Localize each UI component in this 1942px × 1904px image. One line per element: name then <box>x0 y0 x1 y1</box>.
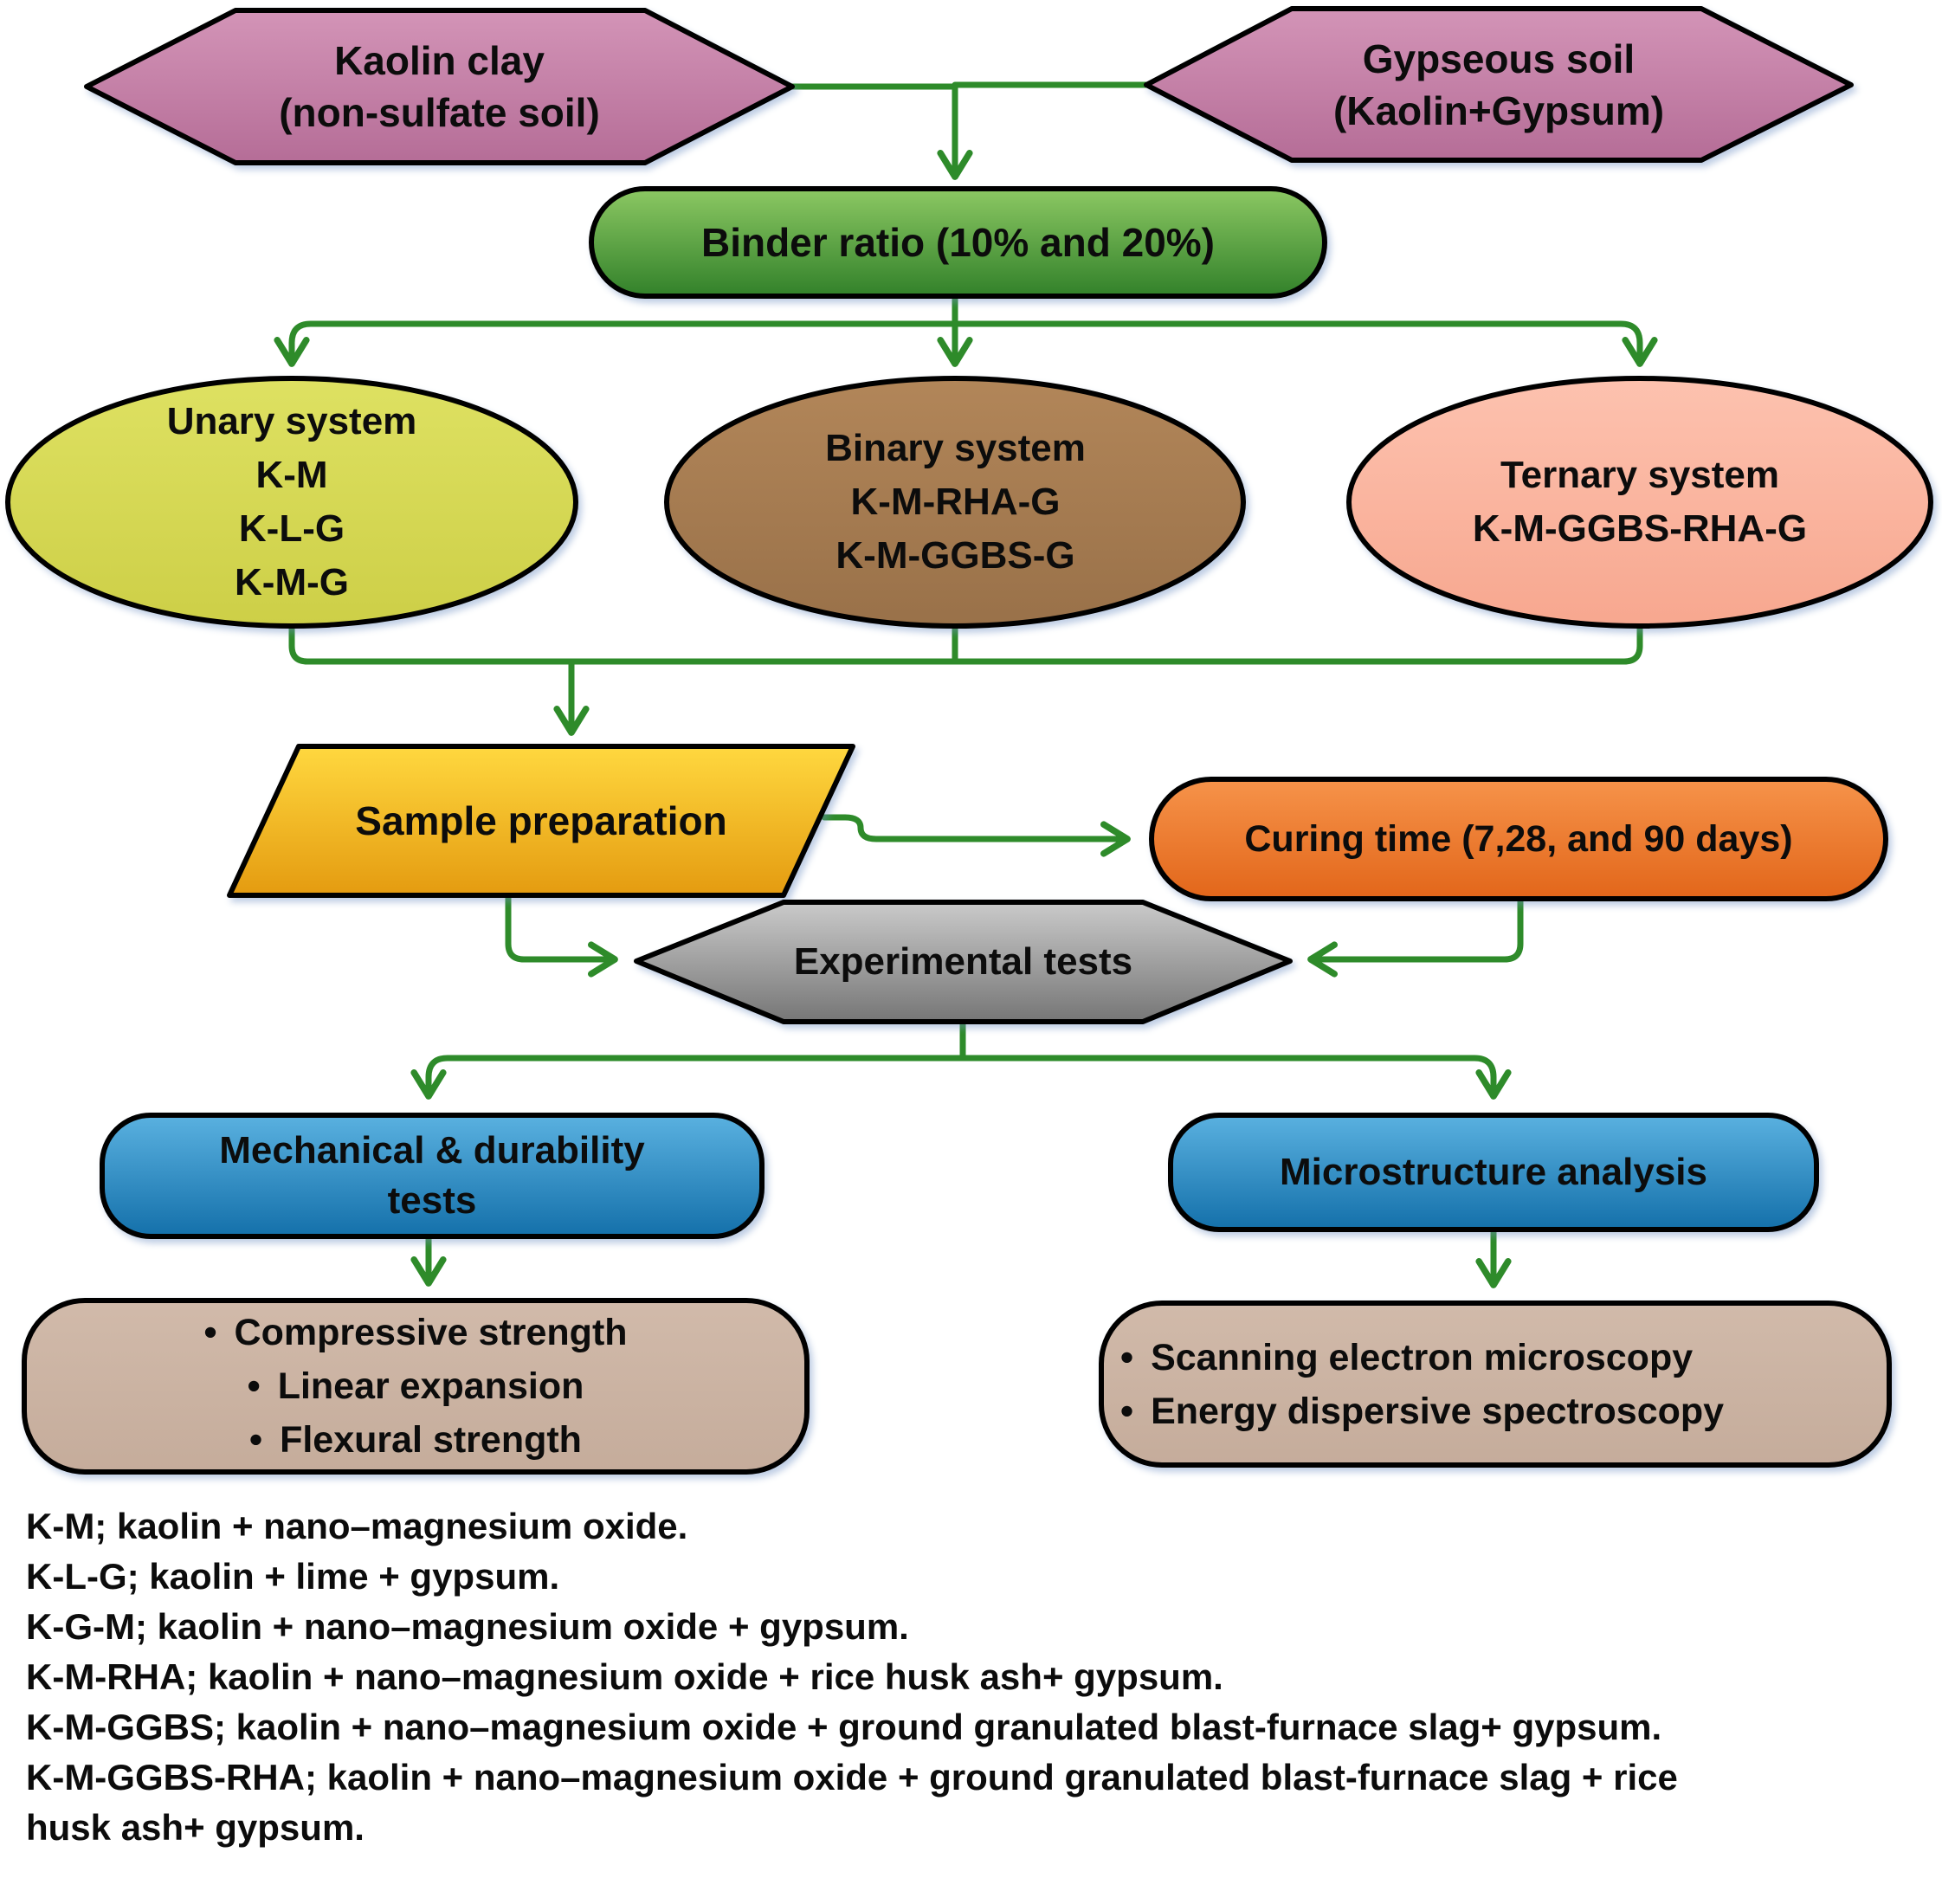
edge-ternary-down <box>1624 626 1640 662</box>
kaolin-clay-line1: Kaolin clay <box>334 38 545 83</box>
ternary-system-item: K-M-GGBS-RHA-G <box>1472 507 1808 550</box>
mechanical-durability-line2: tests <box>387 1179 477 1222</box>
edge-unary-down <box>292 626 307 662</box>
gypseous-soil-line2: (Kaolin+Gypsum) <box>1332 87 1665 133</box>
unary-system-item: K-M <box>255 454 328 496</box>
binary-system-title: Binary system <box>825 427 1086 469</box>
ternary-system-title: Ternary system <box>1500 454 1780 496</box>
mechanical-results-list <box>24 1301 807 1472</box>
experimental-tests-text: Experimental tests <box>793 940 1133 983</box>
legend-entry: K-L-G; kaolin + lime + gypsum. <box>26 1556 560 1597</box>
microstructure-results-list <box>1101 1303 1889 1465</box>
edge-gypseous-to-merge <box>955 85 1146 87</box>
bullet-item <box>249 1413 582 1467</box>
sample-preparation-text: Sample preparation <box>355 798 727 843</box>
ternary-system-label <box>1349 378 1931 626</box>
legend-entry: K-G-M; kaolin + nano–magnesium oxide + gypsum. <box>26 1606 909 1647</box>
edge-binder-to-ternary <box>955 324 1640 362</box>
mechanical-durability-line1: Mechanical & durability <box>219 1129 645 1171</box>
gypseous-soil-line1: Gypseous soil <box>1362 35 1636 81</box>
bullet-item <box>1120 1331 1693 1384</box>
bullet-item <box>1120 1384 1724 1438</box>
legend-entry: K-M-GGBS-RHA; kaolin + nano–magnesium oxide + ground granulated blast-furnace slag + rice husk ash+ gypsum. <box>26 1757 1678 1848</box>
legend-entry: K-M; kaolin + nano–magnesium oxide. <box>26 1506 688 1546</box>
gypseous-soil-label <box>1146 9 1851 160</box>
experimental-tests-label <box>636 902 1290 1022</box>
edge-curing-to-tests <box>1313 899 1520 959</box>
binary-system-item: K-M-RHA-G <box>850 481 1061 523</box>
legend-entry: K-M-RHA; kaolin + nano–magnesium oxide + rice husk ash+ gypsum. <box>26 1656 1223 1697</box>
binary-system-label <box>667 378 1244 626</box>
mechanical-durability-label <box>102 1115 762 1236</box>
bullet-text: • Energy dispersive spectroscopy <box>1151 1390 1725 1432</box>
unary-system-item: K-L-G <box>238 507 345 550</box>
edge-sample-to-curing <box>824 817 1126 839</box>
bullet-text: • Compressive strength <box>234 1312 628 1353</box>
microstructure-analysis-label <box>1171 1115 1816 1230</box>
bullet-text: • Linear expansion <box>277 1365 584 1407</box>
kaolin-clay-line2: (non-sulfate soil) <box>279 90 600 135</box>
binder-ratio-text: Binder ratio (10% and 20%) <box>700 220 1216 265</box>
bullet-text: • Scanning electron microscopy <box>1151 1336 1694 1378</box>
abbreviation-legend <box>26 1501 1749 1853</box>
legend-entry: K-M-GGBS; kaolin + nano–magnesium oxide + ground granulated blast-furnace slag+ gypsum. <box>26 1707 1662 1747</box>
binary-system-item: K-M-GGBS-G <box>836 534 1075 577</box>
edge-tests-to-microstructure <box>963 1058 1494 1094</box>
bullet-item <box>248 1359 584 1413</box>
unary-system-item: K-M-G <box>235 561 349 603</box>
edge-sample-to-tests <box>508 895 613 959</box>
unary-system-label <box>8 378 576 626</box>
curing-time-label <box>1152 779 1886 899</box>
edge-binder-to-unary <box>292 324 955 362</box>
bullet-text: • Flexural strength <box>280 1419 582 1461</box>
unary-system-title: Unary system <box>166 400 417 442</box>
bullet-item <box>203 1306 627 1359</box>
kaolin-clay-label <box>87 10 792 163</box>
binder-ratio-label <box>591 189 1325 296</box>
sample-preparation-label <box>229 746 853 895</box>
curing-time-text: Curing time (7,28, and 90 days) <box>1244 818 1793 860</box>
edge-tests-to-mechanical <box>429 1058 963 1094</box>
microstructure-analysis-text: Microstructure analysis <box>1280 1151 1707 1193</box>
